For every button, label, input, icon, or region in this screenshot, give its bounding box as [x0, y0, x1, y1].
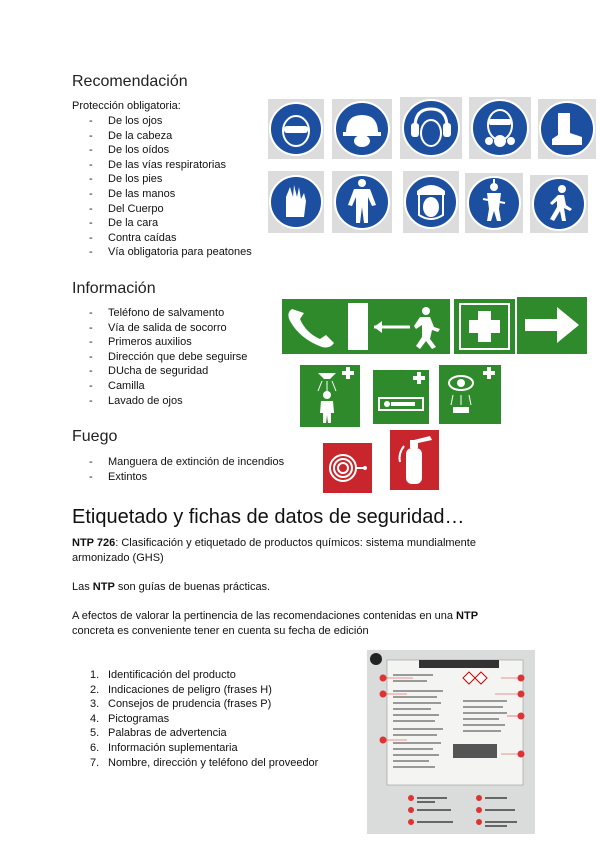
ntp-726-paragraph	[72, 536, 492, 566]
list-item	[90, 741, 318, 756]
head-protection-sign-icon	[332, 99, 392, 159]
list-item	[90, 668, 318, 683]
list-item: - De las manos	[89, 187, 252, 202]
section-title-etiquetado: Etiquetado y fichas de datos de seguridad…	[72, 506, 465, 528]
fire-list	[89, 455, 284, 484]
text-span: son guías de buenas prácticas.	[114, 581, 271, 593]
safety-shower-sign-icon	[300, 365, 360, 427]
list-label: Indicaciones de peligro (frases H)	[108, 683, 272, 696]
list-item: - De la cabeza	[89, 129, 252, 144]
ntp-label: NTP	[92, 581, 115, 593]
ear-protection-sign-icon	[400, 97, 462, 159]
eye-protection-sign-icon	[268, 99, 324, 159]
pedestrian-route-sign-icon	[530, 175, 588, 233]
text-span: concreta es conveniente tener en cuenta su fecha de edición	[72, 625, 369, 637]
list-item: - Contra caídas	[89, 231, 252, 246]
label-elements-list	[90, 668, 318, 770]
list-item: - Extintos	[89, 470, 284, 485]
list-item: - Teléfono de salvamento	[89, 306, 247, 321]
fall-protection-sign-icon	[465, 173, 523, 233]
ntp-edition-paragraph	[72, 609, 492, 639]
first-aid-sign-icon	[454, 299, 515, 354]
fire-extinguisher-sign-icon	[390, 430, 439, 490]
ntp-726-text: : Clasificación y etiquetado de productos químicos: sistema mundialmente armonizado (GHS)	[72, 537, 476, 564]
list-item: - Manguera de extinción de incendios	[89, 455, 284, 470]
list-item: - Primeros auxilios	[89, 335, 247, 350]
list-label: Identificación del producto	[108, 669, 236, 681]
list-item: - De las vías respiratorias	[89, 158, 252, 173]
section-title-fuego: Fuego	[72, 428, 118, 445]
text-span: Las	[72, 581, 93, 593]
ghs-label-photo	[367, 650, 535, 834]
ntp-guides-paragraph	[72, 580, 492, 595]
body-protection-sign-icon	[332, 171, 392, 233]
list-item: - DUcha de seguridad	[89, 364, 247, 379]
foot-protection-sign-icon	[538, 99, 596, 159]
mandatory-intro: Protección obligatoria:	[72, 100, 181, 112]
ntp-726-label: NTP 726	[72, 537, 116, 549]
list-label: Palabras de advertencia	[108, 727, 227, 740]
stretcher-sign-icon	[373, 370, 429, 424]
list-item: - De la cara	[89, 216, 252, 231]
list-item: - Camilla	[89, 379, 247, 394]
emergency-phone-sign-icon	[282, 299, 344, 354]
hand-protection-sign-icon	[268, 171, 324, 233]
section-title-informacion: Información	[72, 280, 156, 297]
list-item: - Vía de salida de socorro	[89, 321, 247, 336]
list-item: - Lavado de ojos	[89, 394, 247, 409]
list-item: - Vía obligatoria para peatones	[89, 245, 252, 260]
direction-arrow-sign-icon	[517, 297, 587, 354]
eye-wash-sign-icon	[439, 365, 501, 424]
list-item: - Del Cuerpo	[89, 202, 252, 217]
information-list	[89, 306, 247, 408]
text-span: A efectos de valorar la pertinencia de las recomendaciones contenidas en una	[72, 610, 457, 622]
face-protection-sign-icon	[403, 171, 459, 233]
list-number: 1.	[90, 669, 100, 681]
mandatory-list	[89, 114, 252, 260]
list-item	[90, 697, 318, 712]
list-label: Información suplementaria	[108, 741, 238, 754]
list-number: 4.	[90, 712, 100, 725]
list-item	[90, 756, 318, 771]
fire-hose-sign-icon	[323, 443, 372, 493]
list-item	[90, 726, 318, 741]
ntp-label: NTP	[456, 610, 479, 622]
list-label: Pictogramas	[108, 712, 170, 725]
list-label: Nombre, dirección y teléfono del proveedor	[108, 756, 319, 769]
list-label: Consejos de prudencia (frases P)	[108, 698, 272, 711]
list-item	[90, 683, 318, 698]
list-number: 7.	[90, 756, 100, 769]
list-item	[90, 712, 318, 727]
list-item: - De los oídos	[89, 143, 252, 158]
list-item: - Dirección que debe seguirse	[89, 350, 247, 365]
emergency-exit-sign-icon	[344, 299, 450, 354]
list-number: 3.	[90, 698, 100, 711]
list-number: 5.	[90, 727, 100, 740]
list-number: 2.	[90, 683, 100, 696]
section-title-recomendacion: Recomendación	[72, 73, 188, 90]
list-number: 6.	[90, 741, 100, 754]
list-item: - De los ojos	[89, 114, 252, 129]
list-item: - De los pies	[89, 172, 252, 187]
respiratory-protection-sign-icon	[469, 97, 531, 159]
